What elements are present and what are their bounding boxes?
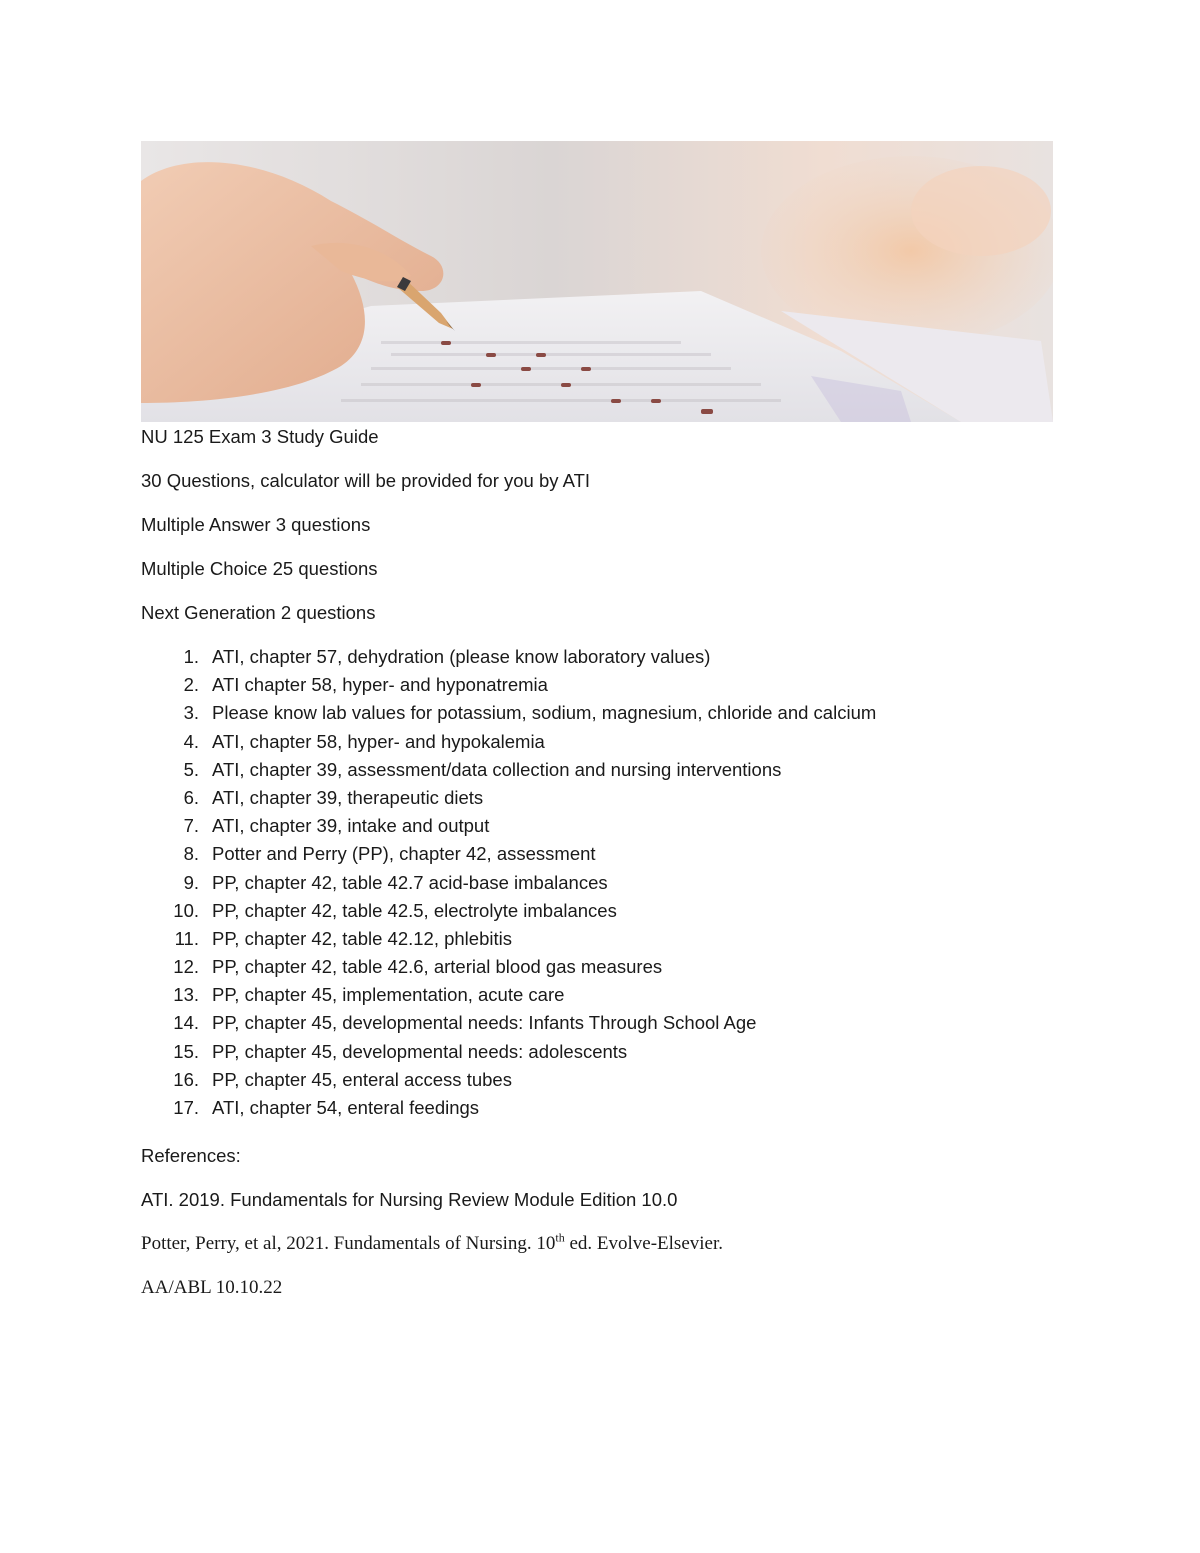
list-number: 13. xyxy=(173,984,199,1006)
references-heading: References: xyxy=(141,1145,241,1166)
list-item-text: Potter and Perry (PP), chapter 42, assessment xyxy=(212,843,596,865)
list-item-text: ATI, chapter 57, dehydration (please know laboratory values) xyxy=(212,646,711,667)
list-number: 5. xyxy=(183,758,199,780)
list-item-text: PP, chapter 42, table 42.5, electrolyte imbalances xyxy=(212,899,617,921)
list-number: 1. xyxy=(183,646,199,667)
banner-photo xyxy=(141,141,1053,422)
list-number: 4. xyxy=(183,730,199,752)
summary-line: Multiple Answer 3 questions xyxy=(141,514,371,535)
list-number: 12. xyxy=(173,956,199,978)
list-number: 6. xyxy=(183,786,199,808)
list-item-text: PP, chapter 45, developmental needs: Infants Through School Age xyxy=(212,1012,757,1034)
summary-line: 30 Questions, calculator will be provided for you by ATI xyxy=(141,470,591,491)
list-item-text: PP, chapter 42, table 42.7 acid-base imbalances xyxy=(212,871,608,893)
list-item-text: PP, chapter 45, developmental needs: adolescents xyxy=(212,1040,628,1062)
list-number: 14. xyxy=(173,1012,199,1034)
reference-pp-text: Potter, Perry, et al, 2021. Fundamentals of Nursing. 10 xyxy=(141,1233,556,1254)
list-number: 9. xyxy=(183,871,199,893)
list-number: 15. xyxy=(173,1040,199,1062)
list-item-text: ATI, chapter 54, enteral feedings xyxy=(212,1097,480,1118)
list-item-text: PP, chapter 45, enteral access tubes xyxy=(212,1068,512,1090)
summary-line: Multiple Choice 25 questions xyxy=(141,558,378,579)
list-item-text: PP, chapter 42, table 42.6, arterial blood gas measures xyxy=(212,956,663,978)
list-item-text: ATI, chapter 58, hyper- and hypokalemia xyxy=(212,730,545,752)
list-number: 8. xyxy=(183,843,199,865)
list-item-text: ATI, chapter 39, assessment/data collection and nursing interventions xyxy=(212,758,782,780)
list-item-text: PP, chapter 42, table 42.12, phlebitis xyxy=(212,927,512,949)
list-number: 7. xyxy=(183,815,199,837)
list-number: 16. xyxy=(173,1068,199,1090)
list-number: 2. xyxy=(183,674,199,696)
list-number: 11. xyxy=(174,927,199,949)
summary-line: Next Generation 2 questions xyxy=(141,602,376,623)
list-number: 10. xyxy=(173,899,199,921)
exam-answer-sheet-photo xyxy=(141,141,1053,422)
list-item-text: PP, chapter 45, implementation, acute care xyxy=(212,984,565,1006)
reference-ati: ATI. 2019. Fundamentals for Nursing Review Module Edition 10.0 xyxy=(141,1189,678,1210)
signature-line: AA/ABL 10.10.22 xyxy=(141,1277,283,1298)
reference-pp-text-end: ed. Evolve-Elsevier. xyxy=(564,1233,723,1254)
reference-pp-superscript: th xyxy=(555,1230,565,1245)
list-item-text: Please know lab values for potassium, sodium, magnesium, chloride and calcium xyxy=(212,702,877,724)
list-item-text: ATI chapter 58, hyper- and hyponatremia xyxy=(212,674,548,696)
document-title: NU 125 Exam 3 Study Guide xyxy=(141,426,379,447)
reference-potter-perry xyxy=(141,1230,723,1255)
list-number: 3. xyxy=(183,702,199,724)
list-number: 17. xyxy=(173,1097,199,1118)
list-item-text: ATI, chapter 39, therapeutic diets xyxy=(212,786,484,808)
list-item-text: ATI, chapter 39, intake and output xyxy=(212,815,490,837)
